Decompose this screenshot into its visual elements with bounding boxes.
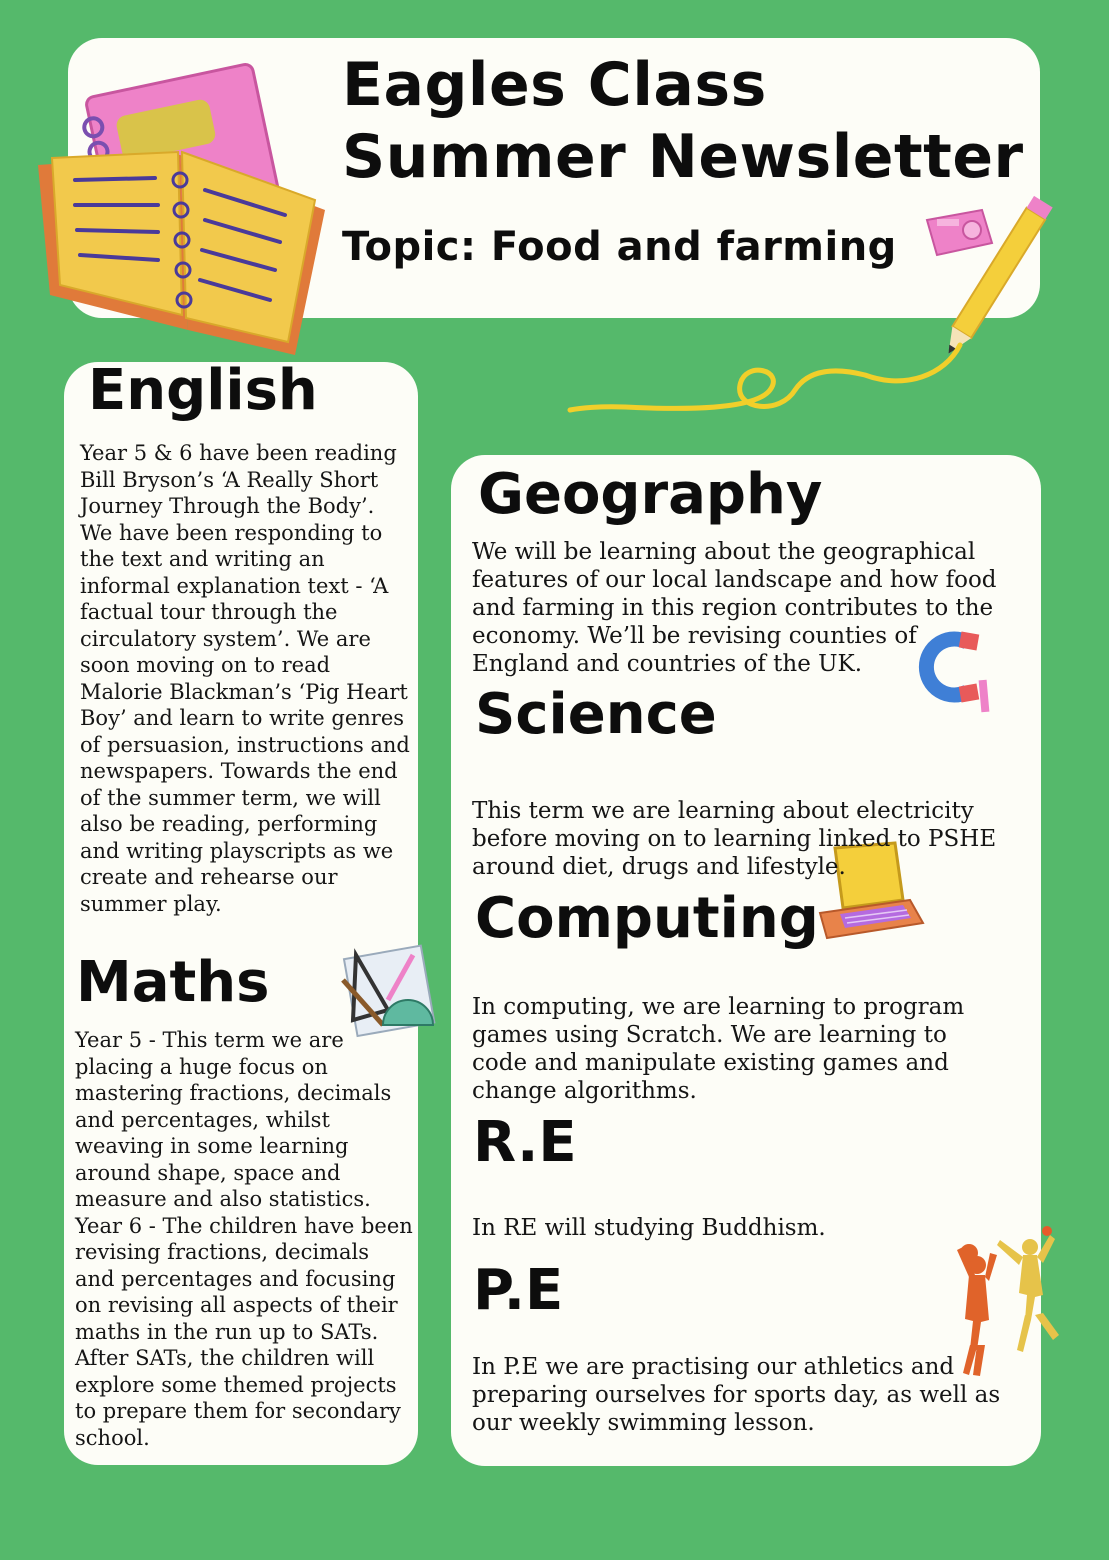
newsletter-title-line-2: Summer Newsletter: [342, 122, 1024, 192]
topic-line: Topic: Food and farming: [342, 224, 897, 270]
pe-text: In P.E we are practising our athletics and preparing ourselves for sports day, as well as our weekly swimming lesson.: [472, 1354, 1001, 1436]
geography-heading: Geography: [478, 462, 823, 527]
pencil-icon: [565, 175, 1080, 435]
re-text: In RE will studying Buddhism.: [472, 1215, 826, 1241]
science-heading: Science: [475, 682, 717, 747]
newsletter-title-line-1: Eagles Class: [342, 50, 767, 120]
english-text: Year 5 & 6 have been reading Bill Bryson’s ‘A Really Short Journey Through the Body’. We have been responding to the text and writing an informal explanation text - ‘A factual tour through the circulatory system’. We are soon moving on to read Malorie Blackman’s ‘Pig Heart Boy’ and learn to write genres of persuasion, instructions and newspapers. Towards the end of the summer term, we will also be reading, performing and writing playscripts as we create and rehearse our summer play.: [80, 441, 410, 916]
science-text: This term we are learning about electricity before moving on to learning linked to PSHE around diet, drugs and lifestyle.: [472, 798, 997, 880]
maths-heading: Maths: [76, 950, 270, 1015]
re-heading: R.E: [473, 1110, 577, 1175]
notebook-book-icon: [30, 60, 340, 360]
pe-heading: P.E: [473, 1258, 564, 1323]
maths-text: Year 5 - This term we are placing a huge focus on mastering fractions, decimals and percentages, whilst weaving in some learning around shape, space and measure and also statistics. Year 6 - The children have been revising fractions, decimals and percentages and focusing on revising all aspects of their maths in the run up to SATs. After SATs, the children will explore some themed projects to prepare them for secondary school.: [75, 1028, 413, 1450]
computing-text: In computing, we are learning to program games using Scratch. We are learning to code and manipulate existing games and change algorithms.: [472, 994, 965, 1104]
geometry-set-icon: [338, 940, 438, 1038]
geography-text: We will be learning about the geographical features of our local landscape and how food and farming in this region contributes to the economy. We’ll be revising counties of England and countries of the UK.: [472, 539, 997, 677]
english-heading: English: [88, 358, 318, 423]
computing-heading: Computing: [475, 886, 819, 951]
